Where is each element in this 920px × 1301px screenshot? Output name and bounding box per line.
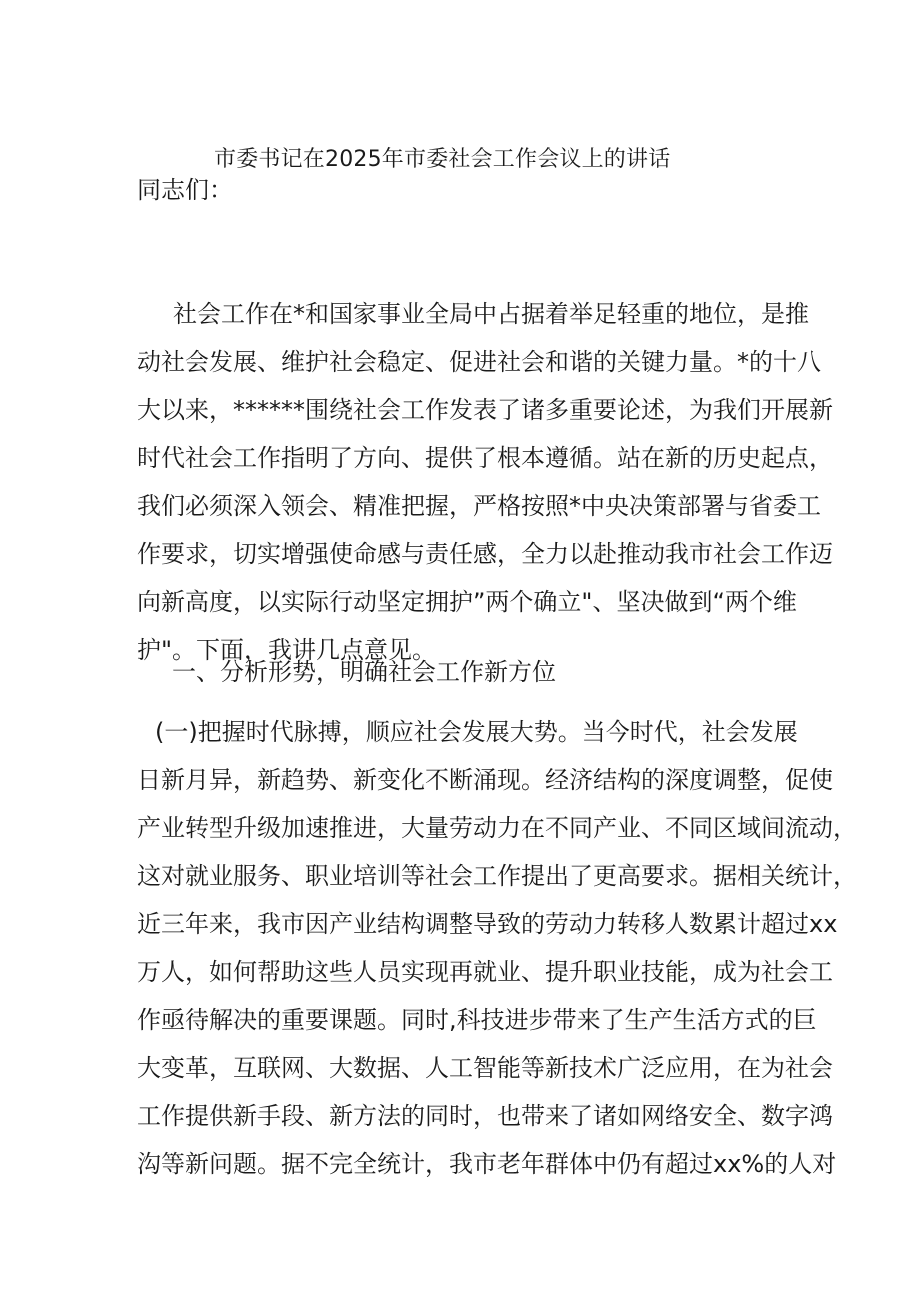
paragraph-line: 产业转型升级加速推进，大量劳动力在不同产业、不同区域间流动，: [137, 814, 857, 842]
document-title: 市委书记在2025年市委社会工作会议上的讲话: [214, 147, 671, 172]
paragraph-line: 向新高度，以实际行动坚定拥护”两个确立"、坚决做到“两个维: [137, 588, 797, 616]
paragraph-line: 动社会发展、维护社会稳定、促进社会和谐的关键力量。*的十八: [137, 348, 821, 376]
paragraph-line: 时代社会工作指明了方向、提供了根本遵循。站在新的历史起点，: [137, 444, 833, 472]
paragraph-line: 我们必须深入领会、精准把握，严格按照*中央决策部署与省委工: [137, 492, 821, 520]
paragraph-line: 护"。下面，我讲几点意见。: [137, 636, 437, 664]
paragraph-line: 沟等新问题。据不完全统计，我市老年群体中仍有超过xx%的人对: [137, 1150, 837, 1178]
paragraph-line: 大以来，******围绕社会工作发表了诸多重要论述，为我们开展新: [137, 396, 833, 424]
paragraph-line: 日新月异，新趋势、新变化不断涌现。经济结构的深度调整，促使: [137, 766, 833, 794]
paragraph-line: 作要求，切实增强使命感与责任感，全力以赴推动我市社会工作迈: [137, 540, 833, 568]
paragraph-line: 工作提供新手段、新方法的同时，也带来了诸如网络安全、数字鸿: [137, 1102, 833, 1130]
paragraph-line: 近三年来，我市因产业结构调整导致的劳动力转移人数累计超过xx: [137, 910, 838, 938]
paragraph-intro: [137, 290, 833, 674]
salutation: 同志们：: [137, 176, 233, 204]
paragraph-line: 社会工作在*和国家事业全局中占据着举足轻重的地位，是推: [173, 300, 809, 328]
paragraph-line: (一)把握时代脉搏，顺应社会发展大势。当今时代，社会发展: [155, 718, 798, 746]
paragraph-line: 作亟待解决的重要课题。同时,科技进步带来了生产生活方式的巨: [137, 1006, 817, 1034]
paragraph-situation: [137, 708, 857, 1188]
paragraph-line: 万人，如何帮助这些人员实现再就业、提升职业技能，成为社会工: [137, 958, 833, 986]
paragraph-line: 这对就业服务、职业培训等社会工作提出了更高要求。据相关统计，: [137, 862, 857, 890]
section-heading: 一、分析形势，明确社会工作新方位: [172, 658, 556, 686]
paragraph-line: 大变革，互联网、大数据、人工智能等新技术广泛应用，在为社会: [137, 1054, 833, 1082]
